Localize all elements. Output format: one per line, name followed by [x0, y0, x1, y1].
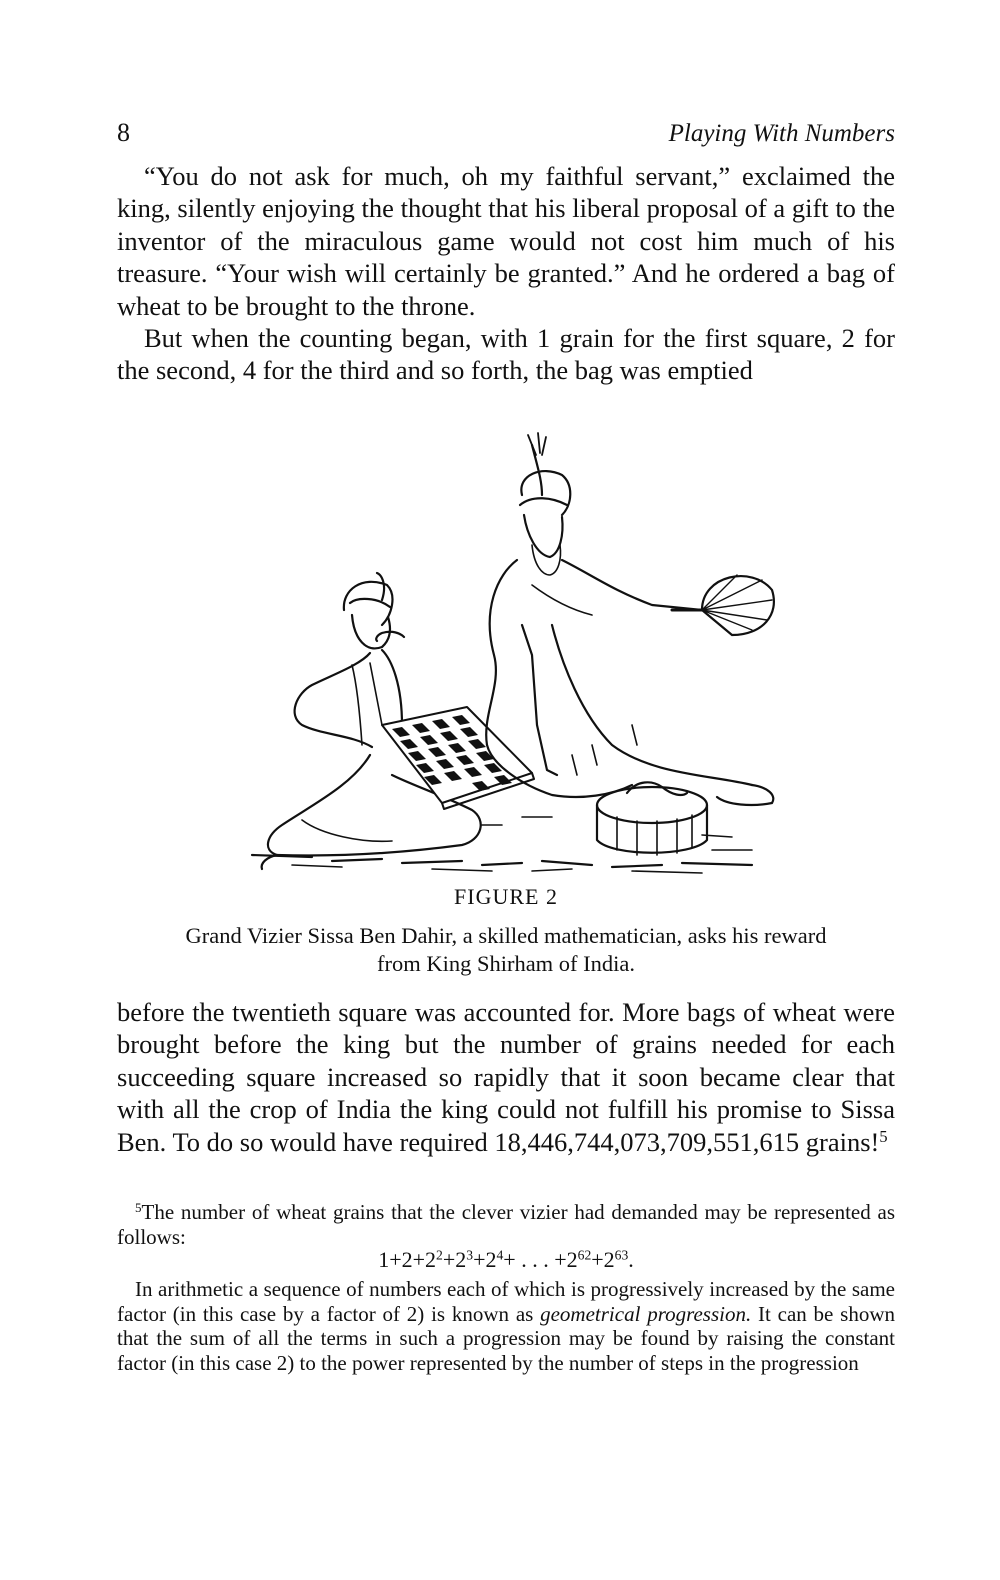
italic-term: geometrical progression.: [540, 1301, 752, 1326]
footnote-paragraph: In arithmetic a sequence of numbers each of which is progressively increased by the same factor (in this case by a factor of 2) is known as geometrical progression. It can be shown that the sum of all the terms in such a progression may be found by raising the constant factor (in this case 2) to the power represented by the number of steps in the progression: [117, 1277, 895, 1375]
figure-caption: [117, 922, 895, 978]
body-text-bottom: [117, 996, 895, 1158]
caption-line: from King Shirham of India.: [376, 951, 636, 976]
paragraph-text: before the twentieth square was accounted for. More bags of wheat were brought before the king but the number of grains needed for each succeeding square increased so rapidly that it soon became clear that with all the crop of India the king could not fulfill his promise to Sissa Ben. To do so would have required 18,446,744,073,709,551,615 grains!: [117, 997, 895, 1157]
formula: $1+2+2^2+2^3+2^4+$ . . . $+2^{62}+2^{63}$.: [378, 1247, 634, 1272]
vizier-and-king-illustration: [232, 425, 792, 885]
chessboard: [382, 707, 534, 809]
page-header: [117, 118, 895, 154]
figure-illustration: [232, 425, 792, 885]
paragraph: [117, 996, 895, 1158]
footnote-continued: [117, 1277, 895, 1375]
footnote-reference[interactable]: 5: [879, 1126, 888, 1146]
footnote-paragraph: [117, 1200, 895, 1249]
page-number: 8: [117, 118, 130, 147]
body-text-top: [117, 160, 895, 387]
footnote-marker: 5: [135, 1199, 142, 1215]
footnote: [117, 1200, 895, 1249]
cushion: [597, 782, 707, 855]
fan: [672, 575, 774, 635]
figure-label: FIGURE 2: [454, 884, 558, 909]
caption-line: Grand Vizier Sissa Ben Dahir, a skilled mathematician, asks his reward: [185, 923, 827, 948]
running-head: Playing With Numbers: [668, 120, 895, 147]
paragraph: But when the counting began, with 1 grain for the first square, 2 for the second, 4 for the third and so forth, the bag was emptied: [117, 323, 895, 386]
paragraph: “You do not ask for much, oh my faithful servant,” exclaimed the king, silently enjoying the thought that his liberal proposal of a gift to the inventor of the miraculous game would not cost him much of his treasure. “Your wish will certainly be granted.” And he ordered a bag of wheat to be brought to the throne.: [117, 161, 895, 321]
footnote-text: The number of wheat grains that the clever vizier had demanded may be represented as follows:: [117, 1200, 895, 1249]
